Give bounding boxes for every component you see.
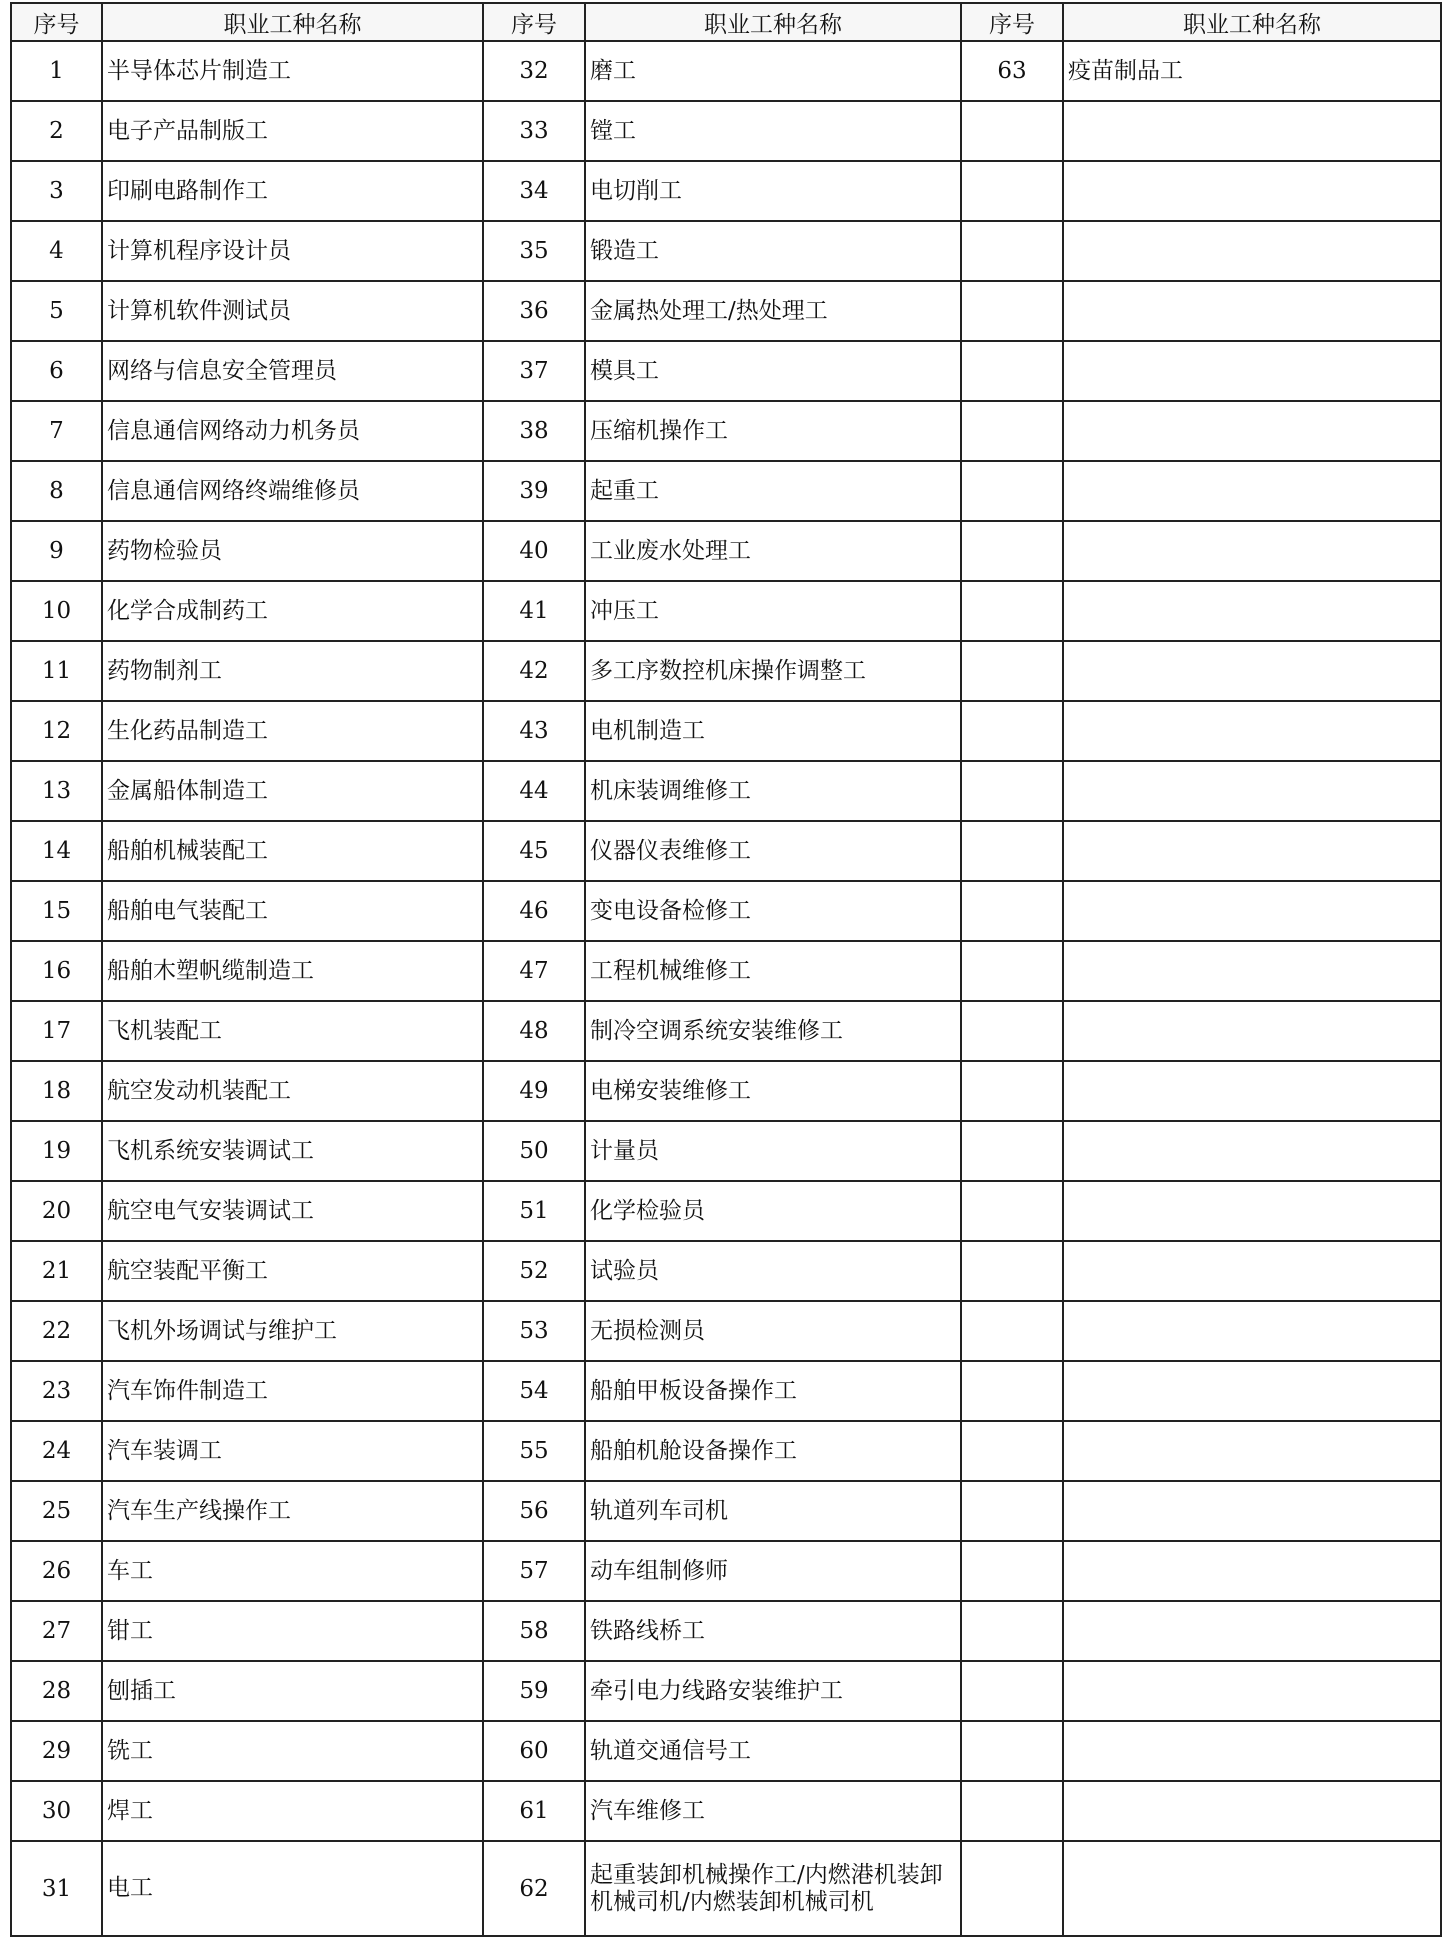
header-index-2: 序号 — [483, 3, 585, 41]
row-index-cell — [961, 1301, 1063, 1361]
occupation-name-cell: 航空装配平衡工 — [102, 1241, 483, 1301]
occupation-name-cell — [1063, 641, 1441, 701]
table-row — [11, 1361, 1441, 1421]
table-row — [11, 1661, 1441, 1721]
row-index-cell — [961, 1841, 1063, 1936]
occupation-name-cell — [1063, 941, 1441, 1001]
row-index-cell — [961, 1121, 1063, 1181]
occupation-name-cell: 船舶甲板设备操作工 — [585, 1361, 961, 1421]
row-index-cell — [961, 1781, 1063, 1841]
row-index-cell: 60 — [483, 1721, 585, 1781]
row-index-cell: 36 — [483, 281, 585, 341]
row-index-cell: 26 — [11, 1541, 102, 1601]
occupation-name-cell: 变电设备检修工 — [585, 881, 961, 941]
row-index-cell — [961, 461, 1063, 521]
row-index-cell — [961, 761, 1063, 821]
occupation-name-cell: 起重装卸机械操作工/内燃港机装卸机械司机/内燃装卸机械司机 — [585, 1841, 961, 1936]
row-index-cell: 29 — [11, 1721, 102, 1781]
row-index-cell: 6 — [11, 341, 102, 401]
table-body — [11, 41, 1441, 1936]
row-index-cell: 30 — [11, 1781, 102, 1841]
occupation-name-cell: 船舶木塑帆缆制造工 — [102, 941, 483, 1001]
row-index-cell: 45 — [483, 821, 585, 881]
occupation-name-cell — [1063, 1781, 1441, 1841]
row-index-cell: 51 — [483, 1181, 585, 1241]
row-index-cell — [961, 281, 1063, 341]
row-index-cell: 25 — [11, 1481, 102, 1541]
occupation-name-cell — [1063, 1481, 1441, 1541]
occupation-name-cell: 计量员 — [585, 1121, 961, 1181]
table-row — [11, 281, 1441, 341]
row-index-cell: 9 — [11, 521, 102, 581]
table-row — [11, 41, 1441, 101]
occupation-name-cell — [1063, 281, 1441, 341]
row-index-cell: 14 — [11, 821, 102, 881]
row-index-cell — [961, 1661, 1063, 1721]
occupation-name-cell: 仪器仪表维修工 — [585, 821, 961, 881]
occupation-name-cell: 轨道交通信号工 — [585, 1721, 961, 1781]
occupation-name-cell: 药物制剂工 — [102, 641, 483, 701]
row-index-cell: 16 — [11, 941, 102, 1001]
occupation-name-cell: 印刷电路制作工 — [102, 161, 483, 221]
row-index-cell: 43 — [483, 701, 585, 761]
row-index-cell: 48 — [483, 1001, 585, 1061]
row-index-cell — [961, 1541, 1063, 1601]
occupation-table — [10, 2, 1442, 1937]
occupation-name-cell: 飞机外场调试与维护工 — [102, 1301, 483, 1361]
row-index-cell: 3 — [11, 161, 102, 221]
occupation-name-cell: 化学检验员 — [585, 1181, 961, 1241]
table-row — [11, 641, 1441, 701]
row-index-cell: 21 — [11, 1241, 102, 1301]
occupation-name-cell — [1063, 821, 1441, 881]
row-index-cell: 62 — [483, 1841, 585, 1936]
header-row — [11, 3, 1441, 41]
occupation-name-cell: 船舶电气装配工 — [102, 881, 483, 941]
header-name-2: 职业工种名称 — [585, 3, 961, 41]
table-row — [11, 1241, 1441, 1301]
row-index-cell: 47 — [483, 941, 585, 1001]
table-row — [11, 221, 1441, 281]
table-row — [11, 1301, 1441, 1361]
row-index-cell: 5 — [11, 281, 102, 341]
occupation-name-cell — [1063, 1361, 1441, 1421]
table-row — [11, 1421, 1441, 1481]
row-index-cell: 52 — [483, 1241, 585, 1301]
row-index-cell: 35 — [483, 221, 585, 281]
occupation-name-cell: 飞机装配工 — [102, 1001, 483, 1061]
occupation-name-cell: 工业废水处理工 — [585, 521, 961, 581]
row-index-cell: 19 — [11, 1121, 102, 1181]
row-index-cell — [961, 581, 1063, 641]
row-index-cell: 32 — [483, 41, 585, 101]
row-index-cell: 28 — [11, 1661, 102, 1721]
occupation-name-cell — [1063, 161, 1441, 221]
row-index-cell: 10 — [11, 581, 102, 641]
occupation-name-cell — [1063, 1121, 1441, 1181]
occupation-name-cell — [1063, 401, 1441, 461]
occupation-name-cell: 无损检测员 — [585, 1301, 961, 1361]
row-index-cell: 38 — [483, 401, 585, 461]
table-row — [11, 1001, 1441, 1061]
occupation-name-cell: 刨插工 — [102, 1661, 483, 1721]
row-index-cell: 54 — [483, 1361, 585, 1421]
occupation-name-cell — [1063, 1301, 1441, 1361]
occupation-name-cell: 计算机程序设计员 — [102, 221, 483, 281]
table-row — [11, 1481, 1441, 1541]
occupation-name-cell — [1063, 581, 1441, 641]
occupation-name-cell: 计算机软件测试员 — [102, 281, 483, 341]
row-index-cell: 23 — [11, 1361, 102, 1421]
row-index-cell: 22 — [11, 1301, 102, 1361]
occupation-name-cell: 模具工 — [585, 341, 961, 401]
row-index-cell: 49 — [483, 1061, 585, 1121]
occupation-name-cell: 信息通信网络动力机务员 — [102, 401, 483, 461]
occupation-name-cell: 航空电气安装调试工 — [102, 1181, 483, 1241]
header-index-3: 序号 — [961, 3, 1063, 41]
row-index-cell — [961, 401, 1063, 461]
row-index-cell: 63 — [961, 41, 1063, 101]
occupation-name-cell — [1063, 1181, 1441, 1241]
table-header — [11, 3, 1441, 41]
occupation-name-cell: 铣工 — [102, 1721, 483, 1781]
table-row — [11, 1061, 1441, 1121]
row-index-cell: 1 — [11, 41, 102, 101]
table-row — [11, 821, 1441, 881]
occupation-name-cell — [1063, 341, 1441, 401]
occupation-name-cell — [1063, 461, 1441, 521]
occupation-name-cell: 制冷空调系统安装维修工 — [585, 1001, 961, 1061]
table-row — [11, 1721, 1441, 1781]
occupation-name-cell — [1063, 1061, 1441, 1121]
occupation-name-cell: 车工 — [102, 1541, 483, 1601]
occupation-name-cell: 飞机系统安装调试工 — [102, 1121, 483, 1181]
occupation-name-cell: 磨工 — [585, 41, 961, 101]
occupation-name-cell: 电子产品制版工 — [102, 101, 483, 161]
row-index-cell — [961, 1001, 1063, 1061]
row-index-cell: 42 — [483, 641, 585, 701]
occupation-name-cell: 半导体芯片制造工 — [102, 41, 483, 101]
occupation-name-cell: 工程机械维修工 — [585, 941, 961, 1001]
row-index-cell: 8 — [11, 461, 102, 521]
row-index-cell — [961, 881, 1063, 941]
row-index-cell: 20 — [11, 1181, 102, 1241]
row-index-cell — [961, 821, 1063, 881]
occupation-name-cell: 锻造工 — [585, 221, 961, 281]
occupation-name-cell: 试验员 — [585, 1241, 961, 1301]
occupation-name-cell: 疫苗制品工 — [1063, 41, 1441, 101]
occupation-name-cell — [1063, 1661, 1441, 1721]
occupation-name-cell — [1063, 1601, 1441, 1661]
occupation-name-cell — [1063, 1241, 1441, 1301]
row-index-cell: 12 — [11, 701, 102, 761]
row-index-cell: 55 — [483, 1421, 585, 1481]
table-row — [11, 881, 1441, 941]
occupation-name-cell: 汽车饰件制造工 — [102, 1361, 483, 1421]
table-row — [11, 1541, 1441, 1601]
row-index-cell — [961, 1601, 1063, 1661]
row-index-cell: 57 — [483, 1541, 585, 1601]
occupation-name-cell: 焊工 — [102, 1781, 483, 1841]
row-index-cell: 4 — [11, 221, 102, 281]
occupation-name-cell: 动车组制修师 — [585, 1541, 961, 1601]
occupation-name-cell: 金属船体制造工 — [102, 761, 483, 821]
occupation-name-cell: 网络与信息安全管理员 — [102, 341, 483, 401]
occupation-name-cell — [1063, 221, 1441, 281]
row-index-cell: 61 — [483, 1781, 585, 1841]
occupation-name-cell — [1063, 1001, 1441, 1061]
row-index-cell — [961, 701, 1063, 761]
row-index-cell: 17 — [11, 1001, 102, 1061]
occupation-name-cell: 轨道列车司机 — [585, 1481, 961, 1541]
table-row — [11, 341, 1441, 401]
row-index-cell: 56 — [483, 1481, 585, 1541]
row-index-cell — [961, 1361, 1063, 1421]
occupation-name-cell: 起重工 — [585, 461, 961, 521]
occupation-name-cell: 多工序数控机床操作调整工 — [585, 641, 961, 701]
occupation-name-cell: 电切削工 — [585, 161, 961, 221]
header-name-1: 职业工种名称 — [102, 3, 483, 41]
row-index-cell — [961, 1481, 1063, 1541]
table-row — [11, 161, 1441, 221]
table-row — [11, 941, 1441, 1001]
header-name-3: 职业工种名称 — [1063, 3, 1441, 41]
occupation-name-cell — [1063, 521, 1441, 581]
occupation-name-cell: 电梯安装维修工 — [585, 1061, 961, 1121]
occupation-name-cell — [1063, 101, 1441, 161]
occupation-name-cell: 汽车装调工 — [102, 1421, 483, 1481]
row-index-cell — [961, 1061, 1063, 1121]
occupation-name-cell — [1063, 1721, 1441, 1781]
row-index-cell — [961, 1241, 1063, 1301]
occupation-name-cell: 钳工 — [102, 1601, 483, 1661]
table-row — [11, 701, 1441, 761]
occupation-name-cell: 电工 — [102, 1841, 483, 1936]
row-index-cell: 15 — [11, 881, 102, 941]
occupation-name-cell: 船舶机舱设备操作工 — [585, 1421, 961, 1481]
row-index-cell — [961, 161, 1063, 221]
row-index-cell: 46 — [483, 881, 585, 941]
occupation-name-cell: 金属热处理工/热处理工 — [585, 281, 961, 341]
row-index-cell: 27 — [11, 1601, 102, 1661]
occupation-name-cell: 镗工 — [585, 101, 961, 161]
row-index-cell: 18 — [11, 1061, 102, 1121]
row-index-cell: 39 — [483, 461, 585, 521]
occupation-name-cell: 铁路线桥工 — [585, 1601, 961, 1661]
row-index-cell — [961, 1721, 1063, 1781]
row-index-cell: 24 — [11, 1421, 102, 1481]
occupation-name-cell: 化学合成制药工 — [102, 581, 483, 641]
row-index-cell: 2 — [11, 101, 102, 161]
table-row — [11, 461, 1441, 521]
header-index-1: 序号 — [11, 3, 102, 41]
row-index-cell: 37 — [483, 341, 585, 401]
row-index-cell — [961, 1181, 1063, 1241]
table-row — [11, 761, 1441, 821]
row-index-cell: 13 — [11, 761, 102, 821]
table-row — [11, 1121, 1441, 1181]
occupation-name-cell: 冲压工 — [585, 581, 961, 641]
row-index-cell — [961, 521, 1063, 581]
row-index-cell: 44 — [483, 761, 585, 821]
table-row — [11, 581, 1441, 641]
occupation-name-cell — [1063, 761, 1441, 821]
occupation-name-cell: 汽车维修工 — [585, 1781, 961, 1841]
occupation-name-cell — [1063, 701, 1441, 761]
table-row — [11, 521, 1441, 581]
row-index-cell — [961, 101, 1063, 161]
row-index-cell — [961, 941, 1063, 1001]
row-index-cell: 7 — [11, 401, 102, 461]
occupation-name-cell: 航空发动机装配工 — [102, 1061, 483, 1121]
row-index-cell: 41 — [483, 581, 585, 641]
occupation-name-cell — [1063, 1541, 1441, 1601]
table-row — [11, 1781, 1441, 1841]
occupation-name-cell — [1063, 1421, 1441, 1481]
row-index-cell: 34 — [483, 161, 585, 221]
row-index-cell — [961, 1421, 1063, 1481]
row-index-cell: 11 — [11, 641, 102, 701]
row-index-cell — [961, 641, 1063, 701]
occupation-name-cell: 船舶机械装配工 — [102, 821, 483, 881]
occupation-name-cell: 机床装调维修工 — [585, 761, 961, 821]
occupation-name-cell: 信息通信网络终端维修员 — [102, 461, 483, 521]
row-index-cell: 59 — [483, 1661, 585, 1721]
row-index-cell: 50 — [483, 1121, 585, 1181]
table-row — [11, 1601, 1441, 1661]
row-index-cell: 58 — [483, 1601, 585, 1661]
row-index-cell: 33 — [483, 101, 585, 161]
occupation-name-cell: 汽车生产线操作工 — [102, 1481, 483, 1541]
occupation-name-cell: 药物检验员 — [102, 521, 483, 581]
row-index-cell: 31 — [11, 1841, 102, 1936]
table-row — [11, 101, 1441, 161]
occupation-name-cell: 生化药品制造工 — [102, 701, 483, 761]
row-index-cell — [961, 341, 1063, 401]
occupation-name-cell: 电机制造工 — [585, 701, 961, 761]
row-index-cell: 40 — [483, 521, 585, 581]
row-index-cell — [961, 221, 1063, 281]
occupation-name-cell — [1063, 881, 1441, 941]
occupation-name-cell — [1063, 1841, 1441, 1936]
occupation-name-cell: 压缩机操作工 — [585, 401, 961, 461]
table-row — [11, 401, 1441, 461]
row-index-cell: 53 — [483, 1301, 585, 1361]
occupation-name-cell: 牵引电力线路安装维护工 — [585, 1661, 961, 1721]
table-row — [11, 1841, 1441, 1936]
table-row — [11, 1181, 1441, 1241]
